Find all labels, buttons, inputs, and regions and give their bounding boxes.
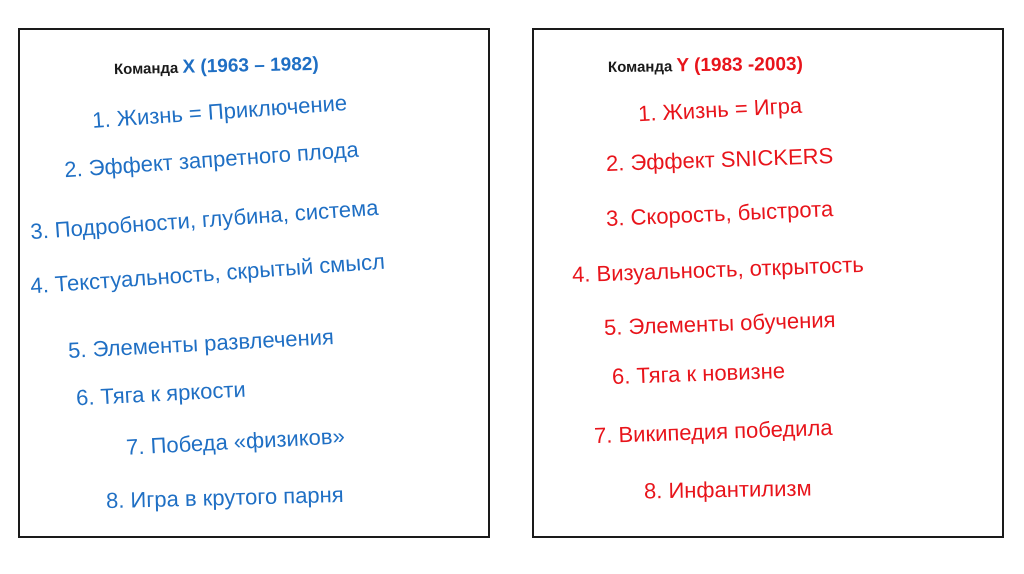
panel-generation-y-content <box>534 30 1002 536</box>
panel-generation-y-title-prefix: Команда <box>607 58 677 77</box>
panel-generation-x-title-main: X (1963 – 1982) <box>182 53 319 78</box>
list-item: 5. Элементы развлечения <box>67 324 335 363</box>
panel-generation-y-title <box>608 54 803 78</box>
list-item: 6. Тяга к новизне <box>611 357 786 390</box>
list-item: 3. Скорость, быстрота <box>605 196 834 231</box>
list-item: 8. Инфантилизм <box>643 475 812 504</box>
panel-generation-x-content <box>20 30 488 536</box>
panel-generation-x <box>18 28 490 538</box>
list-item: 4. Текстуальность, скрытый смысл <box>29 248 386 299</box>
list-item: 7. Победа «физиков» <box>125 423 346 460</box>
panel-generation-x-title-prefix: Команда <box>113 59 183 79</box>
list-item: 8. Игра в крутого парня <box>105 481 344 514</box>
list-item: 7. Википедия победила <box>593 414 833 449</box>
list-item: 5. Элементы обучения <box>603 306 836 341</box>
list-item: 1. Жизнь = Игра <box>637 92 803 127</box>
list-item: 3. Подробности, глубина, система <box>29 194 380 245</box>
list-item: 6. Тяга к яркости <box>75 376 247 411</box>
list-item: 4. Визуальность, открытость <box>571 251 865 288</box>
list-item: 2. Эффект запретного плода <box>63 136 360 183</box>
panel-generation-x-title <box>114 54 319 80</box>
panel-generation-y <box>532 28 1004 538</box>
list-item: 2. Эффект SNICKERS <box>605 143 834 176</box>
list-item: 1. Жизнь = Приключение <box>91 90 348 133</box>
panel-generation-y-title-main: Y (1983 -2003) <box>676 53 803 77</box>
